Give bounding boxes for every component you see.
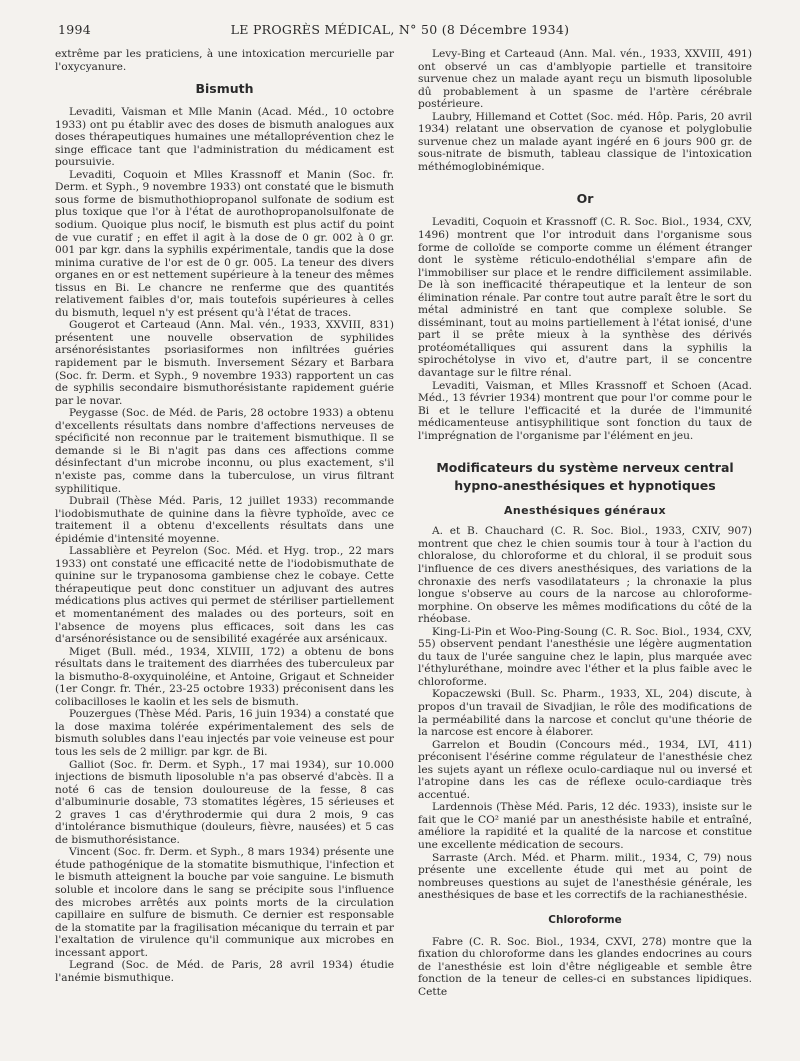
running-header <box>58 22 742 38</box>
section-heading-line2: hypno-anesthésiques et hypnotiques <box>454 478 716 494</box>
paragraph: Levaditi, Coquoin et Mlles Krassnoff et Manin (Soc. fr. Derm. et Syph., 9 novembre 1933) ont constaté que le bismuth sous forme de bismuthothiopropanol sulfonate de sodium est plus toxique que l'or à l'état de aurothopropanolsulfonate de sodium. Quoique plus nocif, le bismuth est plus actif du point de vue curatif ; en effet il agit à la dose de 0 gr. 002 à 0 gr. 001 par kgr. dans la syphilis expérimentale, tandis que la dose minima curative de l'or est de 0 gr. 005. La teneur des divers organes en or est nettement supérieure à la teneur des mêmes tissus en Bi. Le chancre ne renferme que des quantités relativement faibles d'or, mais toutefois supérieures à celles du bismuth, lequel n'y est présent qu'à l'état de traces. <box>55 168 394 319</box>
section-heading-line1: Modificateurs du système nerveux central <box>436 460 734 476</box>
spacer <box>418 173 752 183</box>
bismuth-heading: Bismuth <box>195 81 254 97</box>
page-number: 1994 <box>58 22 92 37</box>
chloroforme-heading: Chloroforme <box>548 913 622 926</box>
journal-title: LE PROGRÈS MÉDICAL, N° 50 (8 Décembre 1934) <box>230 22 570 37</box>
paragraph: Levy-Bing et Carteaud (Ann. Mal. vén., 1933, XXVIII, 491) ont observé un cas d'amblyopie partielle et transitoire survenue chez un malade ayant reçu un bismuth liposoluble dû probablement à un spasme de l'artère cérébrale postérieure. <box>418 48 752 111</box>
paragraph: Levaditi, Vaisman et Mlle Manin (Acad. Méd., 10 octobre 1933) ont pu établir avec des doses de bismuth analogues aux doses thérapeutiques humaines une métalloprévention chez le singe efficace tant que l'administration du médicament est poursuivie. <box>55 106 394 169</box>
paragraph: A. et B. Chauchard (C. R. Soc. Biol., 1933, CXIV, 907) montrent que chez le chien soumis tour à tour à l'action du chloralose, du chloroforme et du chloral, il se produit sous l'influence de ces divers anesthésiques, des variations de la chronaxie des nerfs vasodilatateurs ; la chronaxie la plus longue s'observe au cours de la narcose au chloroforme-morphine. On observe les mêmes modifications du côté de la rhéobase. <box>418 525 752 626</box>
paragraph: Legrand (Soc. de Méd. de Paris, 28 avril 1934) étudie l'anémie bismuthique. <box>55 959 394 984</box>
right-column <box>418 48 752 1053</box>
anesthesiques-heading: Anesthésiques généraux <box>504 504 666 518</box>
paragraph: Levaditi, Vaisman, et Mlles Krassnoff et Schoen (Acad. Méd., 13 février 1934) montrent que pour l'or comme pour le Bi et le tellure l'efficacité et la durée de l'immunité médicamenteuse antisyphilitique sont fonction du taux de l'imprégnation de l'organisme par l'élément en jeu. <box>418 379 752 442</box>
intro-paragraph: extrême par les praticiens, à une intoxication mercurielle par l'oxycyanure. <box>55 48 394 73</box>
or-heading: Or <box>576 191 594 207</box>
paragraph: Miget (Bull. méd., 1934, XLVIII, 172) a obtenu de bons résultats dans le traitement des diarrhées des tuberculeux par la bismutho-8-oxyquinoléine, et Antoine, Grigaut et Schneider (1er Congr. fr. Thér., 23-25 octobre 1933) préconisent dans les colibacilloses le kaolin et les sels de bismuth. <box>55 645 394 708</box>
spacer <box>418 442 752 458</box>
paragraph: Lassablière et Peyrelon (Soc. Méd. et Hyg. trop., 22 mars 1933) ont constaté une efficacité nette de l'iodobismuthate de quinine sur le trypanosoma gambiense chez le cobaye. Cette thérapeutique peut donc constituer un adjuvant des autres médications plus actives qui permet de stériliser partiellement et momentanément des malades ou des porteurs, soit en l'absence de moyens plus efficaces, soit dans les cas d'arsénorésistance ou de sensibilité exagérée aux arsénicaux. <box>55 545 394 646</box>
paragraph: Levaditi, Coquoin et Krassnoff (C. R. Soc. Biol., 1934, CXV, 1496) montrent que l'or introduit dans l'organisme sous forme de colloïde se comporte comme un élément étranger dont le système réticulo-endothélial s'empare afin de l'immobiliser sur place et le rendre difficilement assimilable. De là son inefficacité thérapeutique et la lenteur de son élimination rénale. Par contre tout autre paraît être le sort du métal administré en tant que complexe soluble. Se disséminant, tout au moins partiellement à l'état ionisé, d'une part il se prête mieux à la synthèse des dérivés protéométalliques qui assurent dans la syphilis la spirochétolyse in vivo et, d'autre part, il se concentre davantage sur le filtre rénal. <box>418 216 752 380</box>
paragraph: Laubry, Hillemand et Cottet (Soc. méd. Hôp. Paris, 20 avril 1934) relatant une observation de cyanose et polyglobulie survenue chez un malade ayant ingéré en 6 jours 900 gr. de sous-nitrate de bismuth, tableau classique de l'intoxication méthémoglobinémique. <box>418 110 752 173</box>
paragraph: Peygasse (Soc. de Méd. de Paris, 28 octobre 1933) a obtenu d'excellents résultats dans nombre d'affections nerveuses de spécificité non reconnue par le traitement bismuthique. Il se demande si le Bi n'agit pas dans ces affections comme désinfectant d'un microbe inconnu, ou plus exactement, s'il n'existe pas, comme dans la tuberculose, un virus filtrant syphilitique. <box>55 407 394 495</box>
paragraph: Gougerot et Carteaud (Ann. Mal. vén., 1933, XXVIII, 831) présentent une nouvelle observation de syphilides arsénorésistantes psoriasiformes non infiltrées guéries rapidement par le bismuth. Inversement Sézary et Barbara (Soc. fr. Derm. et Syph., 9 novembre 1933) rapportent un cas de syphilis secondaire bismuthorésistante rapidement guérie par le novar. <box>55 319 394 407</box>
left-column <box>55 48 394 1053</box>
paragraph: Vincent (Soc. fr. Derm. et Syph., 8 mars 1934) présente une étude pathogénique de la stomatite bismuthique, l'infection et le bismuth atteignent la bouche par voie sanguine. Le bismuth soluble et incolore dans le sang se précipite sous l'influence des microbes arrêtés aux points morts de la circulation capillaire en sulfure de bismuth. Ce dernier est responsable de la stomatite par la fragilisation mécanique du terrain et par l'exaltation de virulence qu'il communique aux microbes en incessant apport. <box>55 846 394 959</box>
paragraph: Dubrail (Thèse Méd. Paris, 12 juillet 1933) recommande l'iodobismuthate de quinine dans la fièvre typhoïde, avec ce traitement il a obtenu d'excellents résultats dans une épidémie d'intensité moyenne. <box>55 495 394 545</box>
paragraph: Lardennois (Thèse Méd. Paris, 12 déc. 1933), insiste sur le fait que le CO² manié par un anesthésiste habile et entraîné, améliore la rapidité et la qualité de la narcose et constitue une excellente médication de secours. <box>418 801 752 851</box>
paragraph: Pouzergues (Thèse Méd. Paris, 16 juin 1934) a constaté que la dose maxima tolérée expérimentalement des sels de bismuth solubles dans l'eau injectés par voie veineuse est pour tous les sels de 2 milligr. par kgr. de Bi. <box>55 708 394 758</box>
paragraph: Galliot (Soc. fr. Derm. et Syph., 17 mai 1934), sur 10.000 injections de bismuth liposoluble n'a pas observé d'abcès. Il a noté 6 cas de tension douloureuse de la fesse, 8 cas d'albuminurie dosable, 73 stomatites légères, 15 sérieuses et 2 graves 1 cas d'érythrodermie qui dura 2 mois, 9 cas d'intolérance bismuthique (douleurs, fièvre, nausées) et 5 cas de bismuthorésistance. <box>55 758 394 846</box>
paragraph: King-Li-Pin et Woo-Ping-Soung (C. R. Soc. Biol., 1934, CXV, 55) observent pendant l'anesthésie une légère augmentation du taux de l'urée sanguine chez le lapin, plus marquée avec l'éthyluréthane, moindre avec l'éther et la plus faible avec le chloroforme. <box>418 625 752 688</box>
paragraph: Fabre (C. R. Soc. Biol., 1934, CXVI, 278) montre que la fixation du chloroforme dans les glandes endocrines au cours de l'anesthésie est loin d'être négligeable et semble être fonction de la teneur de celles-ci en substances lipidiques. Cette <box>418 935 752 998</box>
paragraph: Kopaczewski (Bull. Sc. Pharm., 1933, XL, 204) discute, à propos d'un travail de Sivadjian, le rôle des modifications de la perméabilité dans la narcose et conclut qu'une théorie de la narcose est encore à élaborer. <box>418 688 752 739</box>
paragraph: Garrelon et Boudin (Concours méd., 1934, LVI, 411) préconisent l'ésérine comme régulateur de l'anesthésie chez les sujets ayant un réflexe oculo-cardiaque nul ou inversé et l'atropine dans les cas de réflexe oculo-cardiaque très accentué. <box>418 738 752 801</box>
paragraph: Sarraste (Arch. Méd. et Pharm. milit., 1934, C, 79) nous présente une excellente étude qui met au point de nombreuses questions au sujet de l'anesthésie générale, les anesthésiques de base et les correctifs de la rachianesthésie. <box>418 851 752 902</box>
